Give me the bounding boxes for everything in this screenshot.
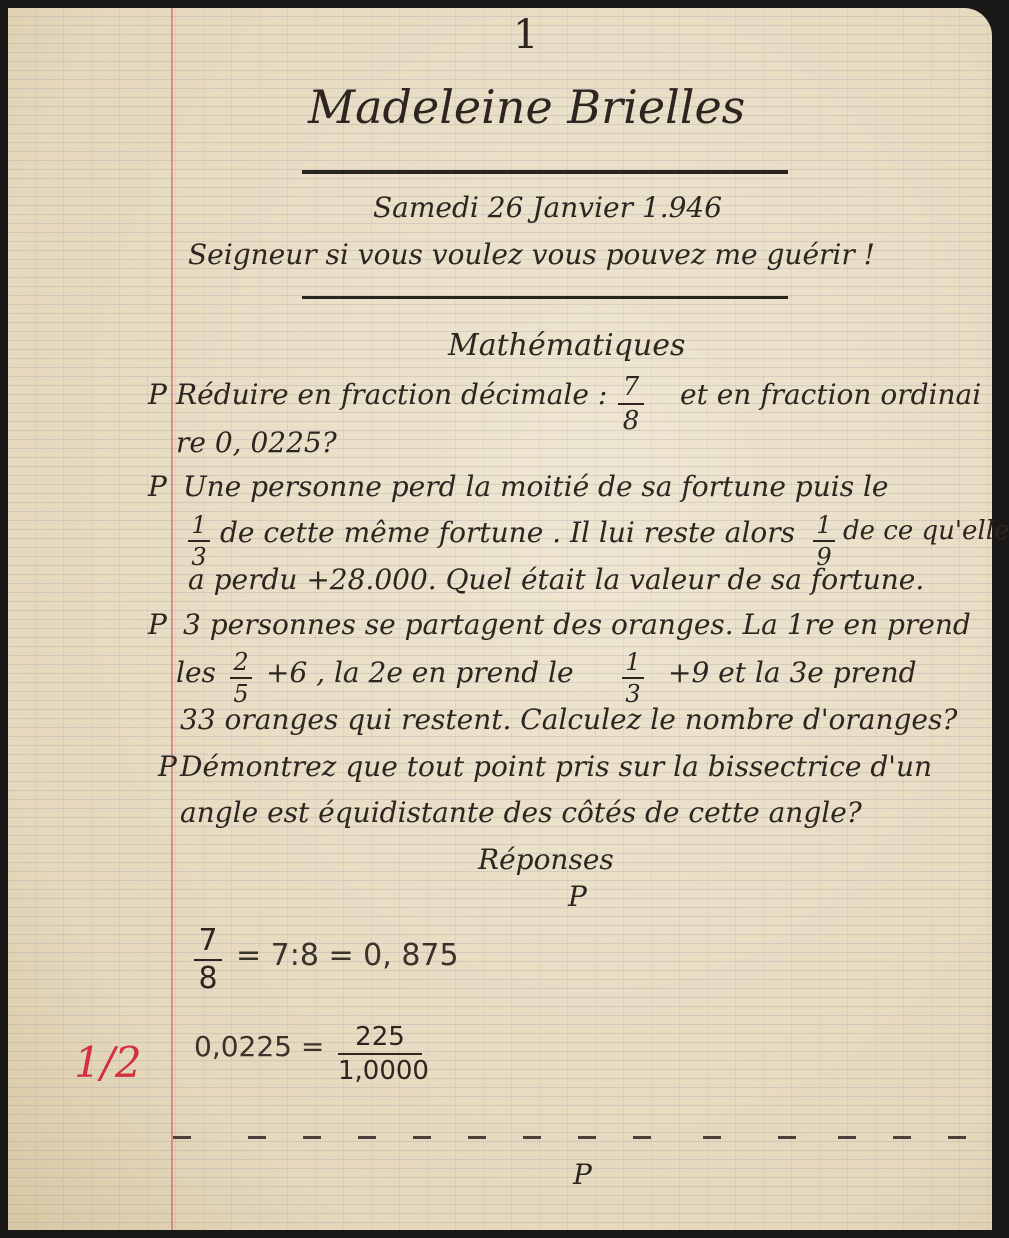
problem-3-text-b: les (176, 656, 216, 689)
problem-1-fraction (618, 374, 644, 434)
problem-2-fraction-2 (813, 513, 835, 569)
motto: Seigneur si vous voulez vous pouvez me guérir ! (188, 238, 875, 271)
grade: 1/2 (74, 1038, 142, 1087)
fraction-denominator: 9 (816, 543, 832, 571)
problem-4-text-b: angle est équidistante des côtés de cette angle? (180, 796, 862, 829)
fraction-denominator: 8 (622, 406, 640, 436)
fraction-numerator: 1 (816, 511, 832, 539)
margin-line (171, 8, 173, 1230)
fraction-denominator: 5 (233, 680, 249, 708)
fraction-denominator: 3 (191, 543, 207, 571)
problem-4-text-a: Démontrez que tout point pris sur la bissectrice d'un (180, 750, 933, 783)
fraction-denominator: 1,0000 (338, 1056, 429, 1086)
date: Samedi 26 Janvier 1.946 (373, 191, 723, 224)
problem-2-fraction-1 (188, 513, 210, 569)
fraction-denominator: 3 (625, 680, 641, 708)
title: Madeleine Brielles (308, 80, 746, 134)
problem-1-text-b: et en fraction ordinai (680, 378, 982, 411)
problem-marker: P (148, 470, 167, 503)
answer-2-fraction (338, 1022, 429, 1086)
fraction-numerator: 1 (625, 648, 641, 676)
problem-3-text-d: +9 et la 3e prend (668, 656, 917, 689)
answer-2-lhs: 0,0225 = (194, 1030, 325, 1063)
problem-1-text-c: re 0, 0225? (176, 426, 337, 459)
fraction-numerator: 7 (198, 923, 218, 958)
problem-3-text-a: 3 personnes se partagent des oranges. La 1re en prend (183, 608, 971, 641)
problem-3-fraction-1 (230, 650, 252, 706)
fraction-numerator: 2 (233, 648, 249, 676)
problem-1-text-a: Réduire en fraction décimale : (176, 378, 608, 411)
problem-2-text-c: de ce qu'elle (843, 516, 1009, 546)
answers-heading: Réponses (478, 843, 614, 876)
problem-marker: P (148, 378, 167, 411)
problem-3-text-e: 33 oranges qui restent. Calculez le nombre d'oranges? (180, 703, 958, 736)
motto-underline (302, 296, 788, 299)
title-underline (302, 170, 788, 174)
problem-marker: P (148, 608, 167, 641)
notebook-page (8, 8, 1009, 1230)
answer-1-result: = 7:8 = 0, 875 (236, 938, 459, 973)
problem-marker: P (158, 750, 177, 783)
answer-1-fraction (194, 923, 222, 996)
problem-3-text-c: +6 , la 2e en prend le (266, 656, 574, 689)
page-number: 1 (513, 12, 539, 58)
subject-heading: Mathématiques (448, 328, 686, 363)
problem-3-fraction-2 (622, 650, 644, 706)
answers-marker: P (568, 880, 587, 913)
problem-2-text-d: a perdu +28.000. Quel était la valeur de sa fortune. (188, 563, 925, 596)
fraction-denominator: 8 (198, 961, 218, 996)
fraction-numerator: 225 (355, 1022, 405, 1052)
fraction-numerator: 1 (191, 511, 207, 539)
problem-2-text-b: de cette même fortune . Il lui reste alors (220, 516, 796, 549)
fraction-numerator: 7 (622, 372, 640, 402)
end-marker: P (573, 1158, 592, 1191)
problem-2-text-a: Une personne perd la moitié de sa fortune puis le (183, 470, 889, 503)
